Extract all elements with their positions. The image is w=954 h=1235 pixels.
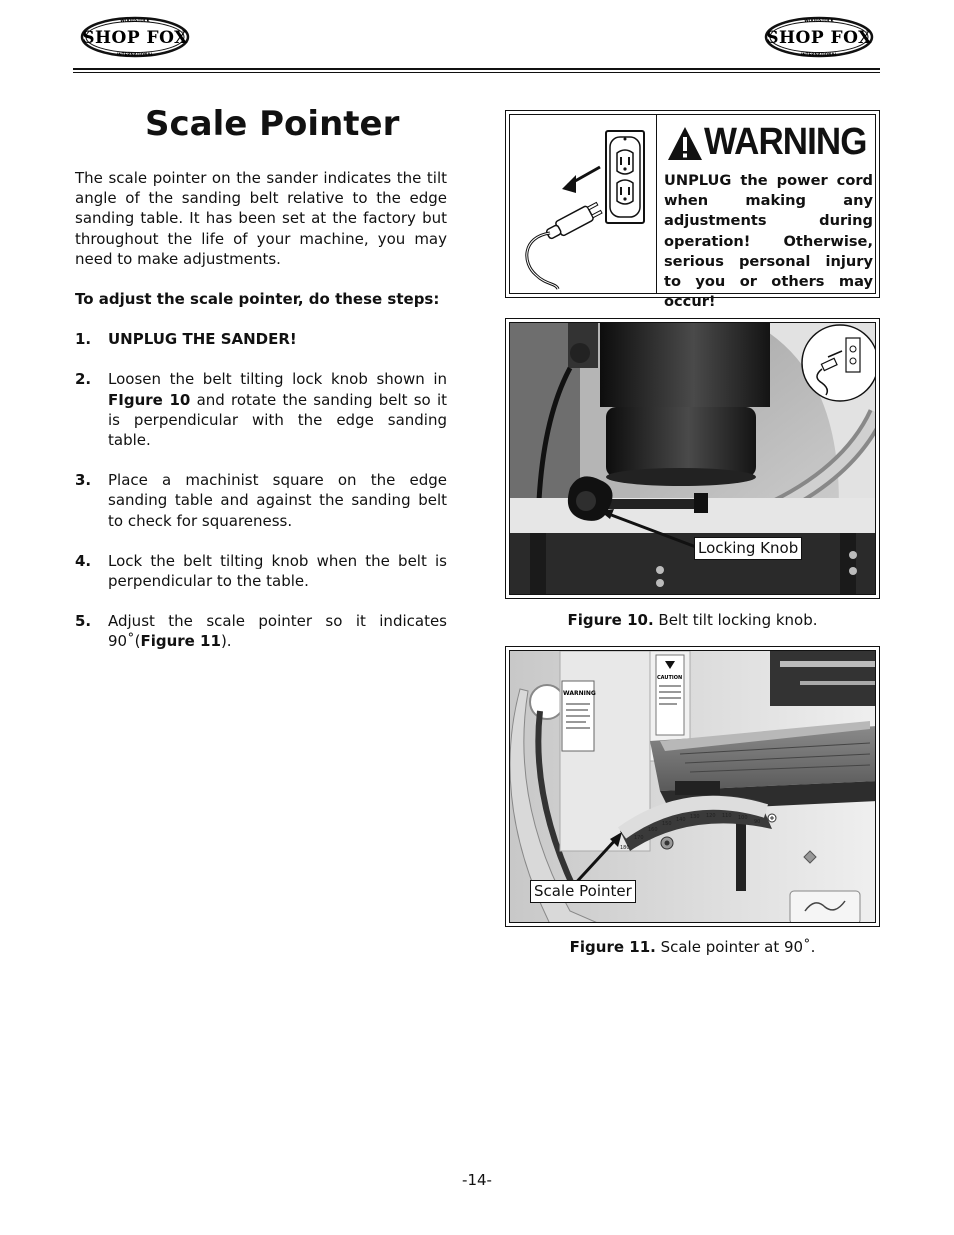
figure-10-photo — [505, 318, 880, 599]
page-title: Scale Pointer — [145, 104, 400, 144]
logo-ring-bottom: INTERNATIONAL — [800, 52, 838, 57]
shop-fox-logo-left — [80, 14, 190, 60]
step-number: 3. — [75, 471, 92, 490]
figure-10-label: Figure 10. — [567, 611, 654, 629]
step-text: Adjust the scale pointer so it indicates 90˚( — [108, 612, 447, 651]
step-number: 1. — [75, 330, 92, 349]
scale-tick-label: 100 — [738, 815, 748, 821]
page-number: -14- — [462, 1171, 492, 1189]
step-text: and rotate the sanding belt so it is perpendicular with the edge sanding table. — [108, 390, 448, 450]
figure-11-caption-text: Scale pointer at 90˚. — [655, 938, 816, 956]
instructions-column — [75, 168, 447, 672]
locking-knob-callout: Locking Knob — [694, 537, 802, 560]
scale-tick-label: 140 — [676, 817, 686, 823]
figure-10-caption — [505, 611, 880, 629]
warning-text: UNPLUG the power cord when making any adjustments during operation! Otherwise, serious personal injury to you or others may occur! — [664, 172, 873, 311]
scale-tick-label: 160 — [648, 827, 658, 833]
machine-caution-label: CAUTION — [657, 675, 683, 681]
warning-title: WARNING — [704, 121, 867, 163]
step-item — [75, 611, 447, 651]
figure-reference: Figure 11 — [140, 632, 221, 651]
step-number: 5. — [75, 612, 92, 631]
step-text: UNPLUG THE SANDER! — [108, 330, 297, 349]
exclamation-triangle-icon — [666, 125, 704, 163]
figure-reference: FIgure 10 — [108, 390, 191, 409]
belt-tilt-photo — [510, 323, 876, 595]
step-item — [75, 470, 447, 531]
figure-10-caption-text: Belt tilt locking knob. — [653, 611, 818, 629]
unplug-outlet-icon — [516, 125, 646, 290]
logo-ring-top: WOODSTOCK — [120, 18, 150, 23]
scale-tick-label: 150 — [662, 821, 672, 827]
step-item — [75, 551, 447, 591]
logo-ring-top: WOODSTOCK — [804, 18, 834, 23]
scale-pointer-callout: Scale Pointer — [530, 880, 636, 903]
scale-tick-label: 180 — [620, 845, 630, 851]
intro-paragraph: The scale pointer on the sander indicates the tilt angle of the sanding belt relative to the edge sanding table. It has been set at the factory but throughout the life of your machine, you may need to make adjustments. — [75, 169, 447, 268]
machine-warning-label: WARNING — [563, 690, 596, 697]
figure-11-photo — [505, 646, 880, 927]
step-text: Place a machinist square on the edge sanding table and against the sanding belt to check for squareness. — [108, 471, 447, 530]
figure-11-caption — [505, 938, 880, 956]
logo-ring-bottom: INTERNATIONAL — [116, 52, 154, 57]
header-rule — [73, 68, 880, 70]
warning-divider — [656, 115, 657, 293]
steps-lead: To adjust the scale pointer, do these steps: — [75, 290, 440, 309]
step-text: Loosen the belt tilting lock knob shown in — [108, 370, 447, 389]
step-item — [75, 329, 447, 349]
scale-tick-label: 110 — [722, 813, 732, 819]
warning-header — [666, 123, 876, 163]
logo-text: SHOP FOX — [82, 28, 188, 48]
step-number: 2. — [75, 370, 92, 389]
step-number: 4. — [75, 551, 92, 570]
step-item — [75, 369, 447, 450]
figure-11-label: Figure 11. — [569, 938, 656, 956]
scale-tick-label: 90 — [754, 819, 761, 825]
scale-tick-label: 130 — [690, 814, 700, 820]
unplug-badge-icon — [802, 325, 876, 401]
scale-tick-label: 170 — [634, 835, 644, 841]
warning-box — [505, 110, 880, 311]
steps-list — [75, 329, 447, 651]
scale-tick-label: 120 — [706, 813, 716, 819]
step-text: Lock the belt tilting knob when the belt is perpendicular to the table. — [108, 551, 447, 591]
step-text: ). — [220, 632, 232, 651]
header-rule-thin — [73, 72, 880, 73]
logo-text: SHOP FOX — [766, 28, 872, 48]
shop-fox-logo-right — [764, 14, 874, 60]
